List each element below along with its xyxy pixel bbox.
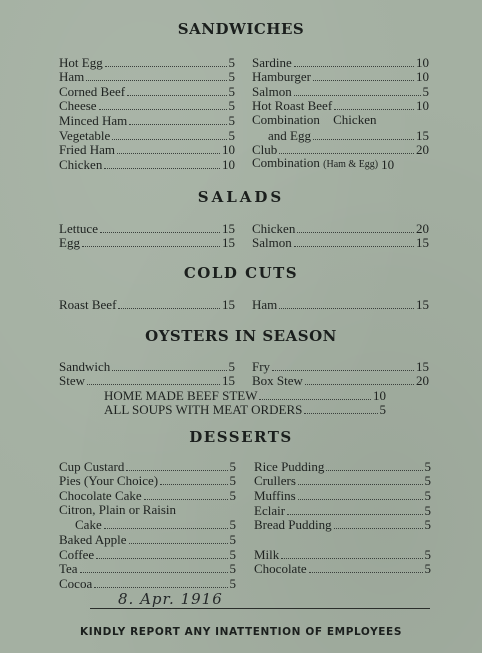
cold-cuts-heading: COLD CUTS [183,264,299,282]
menu-item: HOME MADE BEEF STEW 10 [104,388,386,403]
menu-item: Lettuce 15 [59,221,235,236]
menu-item: Eclair 5 [254,503,431,518]
signature-line [90,608,430,609]
menu-item: Stew 15 [59,373,235,388]
menu-item: ALL SOUPS WITH MEAT ORDERS 5 [104,402,386,417]
menu-item: Ham 5 [59,69,235,84]
menu-item: Chicken 10 [59,157,235,172]
sandwiches-heading: SANDWICHES [177,20,305,38]
menu-item-first-line: Citron, Plain or Raisin [59,502,176,517]
menu-item: Corned Beef 5 [59,84,235,99]
menu-item-first-line: Combination Chicken [252,112,377,127]
menu-item: Fry 15 [252,359,429,374]
menu-item: Pies (Your Choice) 5 [59,473,236,488]
menu-item: Combination (Ham & Egg) 10 [252,157,395,172]
menu-item: Sardine 10 [252,55,429,70]
menu-item: Hamburger 10 [252,69,429,84]
menu-item: Ham 15 [252,297,429,312]
menu-item: Bread Pudding 5 [254,517,431,532]
menu-item: Cocoa 5 [59,576,236,591]
menu-item: Vegetable 5 [59,128,235,143]
menu-item: and Egg 15 [268,128,429,143]
menu-item: Egg 15 [59,235,235,250]
menu-item: Rice Pudding 5 [254,459,431,474]
menu-item: Chicken 20 [252,221,429,236]
menu-item: Baked Apple 5 [59,532,236,547]
menu-item: Fried Ham 10 [59,142,235,157]
menu-item: Salmon 15 [252,235,429,250]
menu-item: Cheese 5 [59,98,235,113]
menu-item: Muffins 5 [254,488,431,503]
menu-item: Box Stew 20 [252,373,429,388]
menu-item: Hot Egg 5 [59,55,235,70]
menu-item: Milk 5 [254,547,431,562]
menu-item: Sandwich 5 [59,359,235,374]
menu-item: Coffee 5 [59,547,236,562]
menu-item: Roast Beef 15 [59,297,235,312]
menu-item: Salmon 5 [252,84,429,99]
menu-item: Hot Roast Beef 10 [252,98,429,113]
menu-item: Minced Ham 5 [59,113,235,128]
menu-item: Chocolate 5 [254,561,431,576]
menu-item: Cup Custard 5 [59,459,236,474]
menu-item: Cake 5 [75,517,236,532]
menu-item: Crullers 5 [254,473,431,488]
menu-item: Club 20 [252,142,429,157]
salads-heading: SALADS [197,188,285,206]
footer-notice: KINDLY REPORT ANY INATTENTION OF EMPLOYEES [80,626,402,638]
handwritten-date: 8. Apr. 1916 [118,590,223,608]
desserts-heading: DESSERTS [189,428,293,446]
menu-item: Tea 5 [59,561,236,576]
oysters-heading: OYSTERS IN SEASON [145,327,337,345]
menu-item: Chocolate Cake 5 [59,488,236,503]
